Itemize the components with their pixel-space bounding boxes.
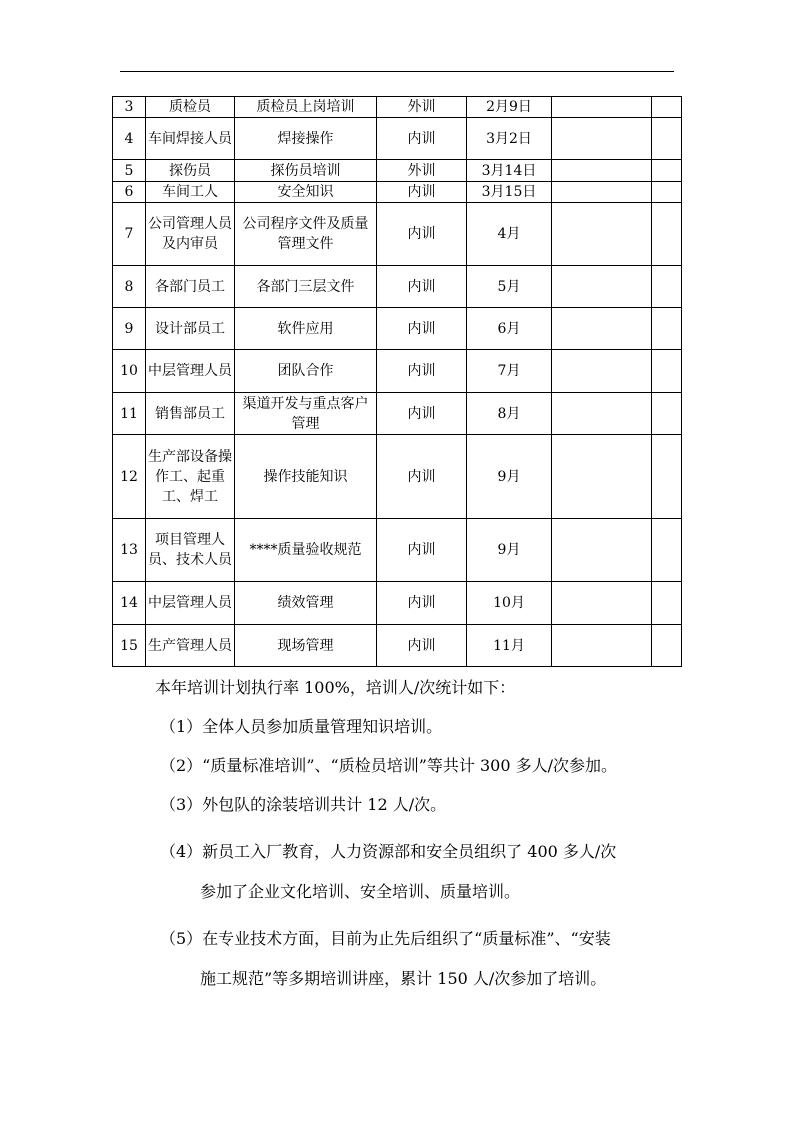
cell-course: 安全知识 xyxy=(235,182,377,203)
cell-row-number: 9 xyxy=(113,308,146,350)
cell-remarks xyxy=(552,160,652,182)
cell-date: 8月 xyxy=(467,393,552,435)
cell-training-type: 内训 xyxy=(377,203,467,266)
cell-course: 探伤员培训 xyxy=(235,160,377,182)
cell-extra xyxy=(652,160,682,182)
cell-extra xyxy=(652,97,682,118)
table-row xyxy=(113,582,682,625)
cell-extra xyxy=(652,308,682,350)
cell-row-number: 13 xyxy=(113,519,146,582)
cell-course: 公司程序文件及质量管理文件 xyxy=(235,203,377,266)
cell-remarks xyxy=(552,182,652,203)
cell-training-type: 外训 xyxy=(377,160,467,182)
cell-date: 11月 xyxy=(467,625,552,667)
table-row xyxy=(113,393,682,435)
cell-row-number: 11 xyxy=(113,393,146,435)
table-row xyxy=(113,435,682,519)
cell-date: 2月9日 xyxy=(467,97,552,118)
cell-extra xyxy=(652,118,682,160)
cell-remarks xyxy=(552,203,652,266)
header-rule xyxy=(120,71,674,72)
cell-trainee: 中层管理人员 xyxy=(146,582,235,625)
cell-training-type: 外训 xyxy=(377,97,467,118)
cell-date: 7月 xyxy=(467,350,552,393)
cell-remarks xyxy=(552,266,652,308)
cell-date: 10月 xyxy=(467,582,552,625)
table-row xyxy=(113,118,682,160)
cell-extra xyxy=(652,350,682,393)
cell-row-number: 15 xyxy=(113,625,146,667)
cell-extra xyxy=(652,393,682,435)
table-row xyxy=(113,519,682,582)
cell-training-type: 内训 xyxy=(377,625,467,667)
cell-trainee: 销售部员工 xyxy=(146,393,235,435)
cell-row-number: 12 xyxy=(113,435,146,519)
cell-remarks xyxy=(552,118,652,160)
cell-training-type: 内训 xyxy=(377,266,467,308)
cell-training-type: 内训 xyxy=(377,182,467,203)
cell-extra xyxy=(652,519,682,582)
list-item: （2）“质量标准培训”、“质检员培训”等共计 300 多人/次参加。 xyxy=(160,756,618,775)
cell-extra xyxy=(652,266,682,308)
cell-trainee: 质检员 xyxy=(146,97,235,118)
cell-trainee: 中层管理人员 xyxy=(146,350,235,393)
cell-trainee: 项目管理人员、技术人员 xyxy=(146,519,235,582)
table-row xyxy=(113,350,682,393)
cell-row-number: 10 xyxy=(113,350,146,393)
table-row xyxy=(113,160,682,182)
list-item: （1）全体人员参加质量管理知识培训。 xyxy=(160,717,443,736)
cell-extra xyxy=(652,582,682,625)
cell-course: 操作技能知识 xyxy=(235,435,377,519)
cell-training-type: 内训 xyxy=(377,519,467,582)
cell-remarks xyxy=(552,308,652,350)
cell-row-number: 6 xyxy=(113,182,146,203)
cell-date: 5月 xyxy=(467,266,552,308)
cell-date: 9月 xyxy=(467,435,552,519)
cell-training-type: 内训 xyxy=(377,308,467,350)
cell-trainee: 车间工人 xyxy=(146,182,235,203)
cell-date: 6月 xyxy=(467,308,552,350)
table-row xyxy=(113,97,682,118)
cell-course: 质检员上岗培训 xyxy=(235,97,377,118)
cell-extra xyxy=(652,182,682,203)
table-row xyxy=(113,625,682,667)
cell-trainee: 生产部设备操作工、起重工、焊工 xyxy=(146,435,235,519)
cell-row-number: 4 xyxy=(113,118,146,160)
list-item-continuation: 参加了企业文化培训、安全培训、质量培训。 xyxy=(200,882,521,901)
cell-trainee: 生产管理人员 xyxy=(146,625,235,667)
cell-remarks xyxy=(552,435,652,519)
cell-row-number: 5 xyxy=(113,160,146,182)
cell-remarks xyxy=(552,582,652,625)
cell-date: 3月15日 xyxy=(467,182,552,203)
cell-extra xyxy=(652,203,682,266)
list-item: （3）外包队的涂装培训共计 12 人/次。 xyxy=(160,795,447,814)
cell-row-number: 3 xyxy=(113,97,146,118)
cell-remarks xyxy=(552,625,652,667)
cell-trainee: 车间焊接人员 xyxy=(146,118,235,160)
cell-course: 现场管理 xyxy=(235,625,377,667)
cell-remarks xyxy=(552,393,652,435)
cell-date: 9月 xyxy=(467,519,552,582)
cell-course: 软件应用 xyxy=(235,308,377,350)
table-row xyxy=(113,308,682,350)
cell-extra xyxy=(652,625,682,667)
cell-trainee: 探伤员 xyxy=(146,160,235,182)
cell-training-type: 内训 xyxy=(377,393,467,435)
cell-course: 绩效管理 xyxy=(235,582,377,625)
cell-training-type: 内训 xyxy=(377,118,467,160)
cell-course: 焊接操作 xyxy=(235,118,377,160)
cell-course: 渠道开发与重点客户管理 xyxy=(235,393,377,435)
cell-row-number: 14 xyxy=(113,582,146,625)
cell-course: 团队合作 xyxy=(235,350,377,393)
table-row xyxy=(113,203,682,266)
list-item: （5）在专业技术方面，目前为止先后组织了“质量标准”、“安装 xyxy=(160,929,611,948)
list-item-continuation: 施工规范”等多期培训讲座，累计 150 人/次参加了培训。 xyxy=(200,969,607,988)
cell-training-type: 内训 xyxy=(377,350,467,393)
cell-training-type: 内训 xyxy=(377,582,467,625)
table-row xyxy=(113,266,682,308)
cell-trainee: 各部门员工 xyxy=(146,266,235,308)
cell-trainee: 公司管理人员及内审员 xyxy=(146,203,235,266)
cell-remarks xyxy=(552,97,652,118)
cell-course: 各部门三层文件 xyxy=(235,266,377,308)
table-row xyxy=(113,182,682,203)
cell-course: ****质量验收规范 xyxy=(235,519,377,582)
cell-row-number: 8 xyxy=(113,266,146,308)
summary-text: 本年培训计划执行率 100%，培训人/次统计如下： xyxy=(155,678,516,697)
cell-date: 3月14日 xyxy=(467,160,552,182)
cell-row-number: 7 xyxy=(113,203,146,266)
cell-remarks xyxy=(552,350,652,393)
cell-extra xyxy=(652,435,682,519)
cell-remarks xyxy=(552,519,652,582)
training-plan-table xyxy=(112,96,682,667)
cell-date: 3月2日 xyxy=(467,118,552,160)
cell-training-type: 内训 xyxy=(377,435,467,519)
list-item: （4）新员工入厂教育，人力资源部和安全员组织了 400 多人/次 xyxy=(160,842,617,861)
cell-date: 4月 xyxy=(467,203,552,266)
cell-trainee: 设计部员工 xyxy=(146,308,235,350)
